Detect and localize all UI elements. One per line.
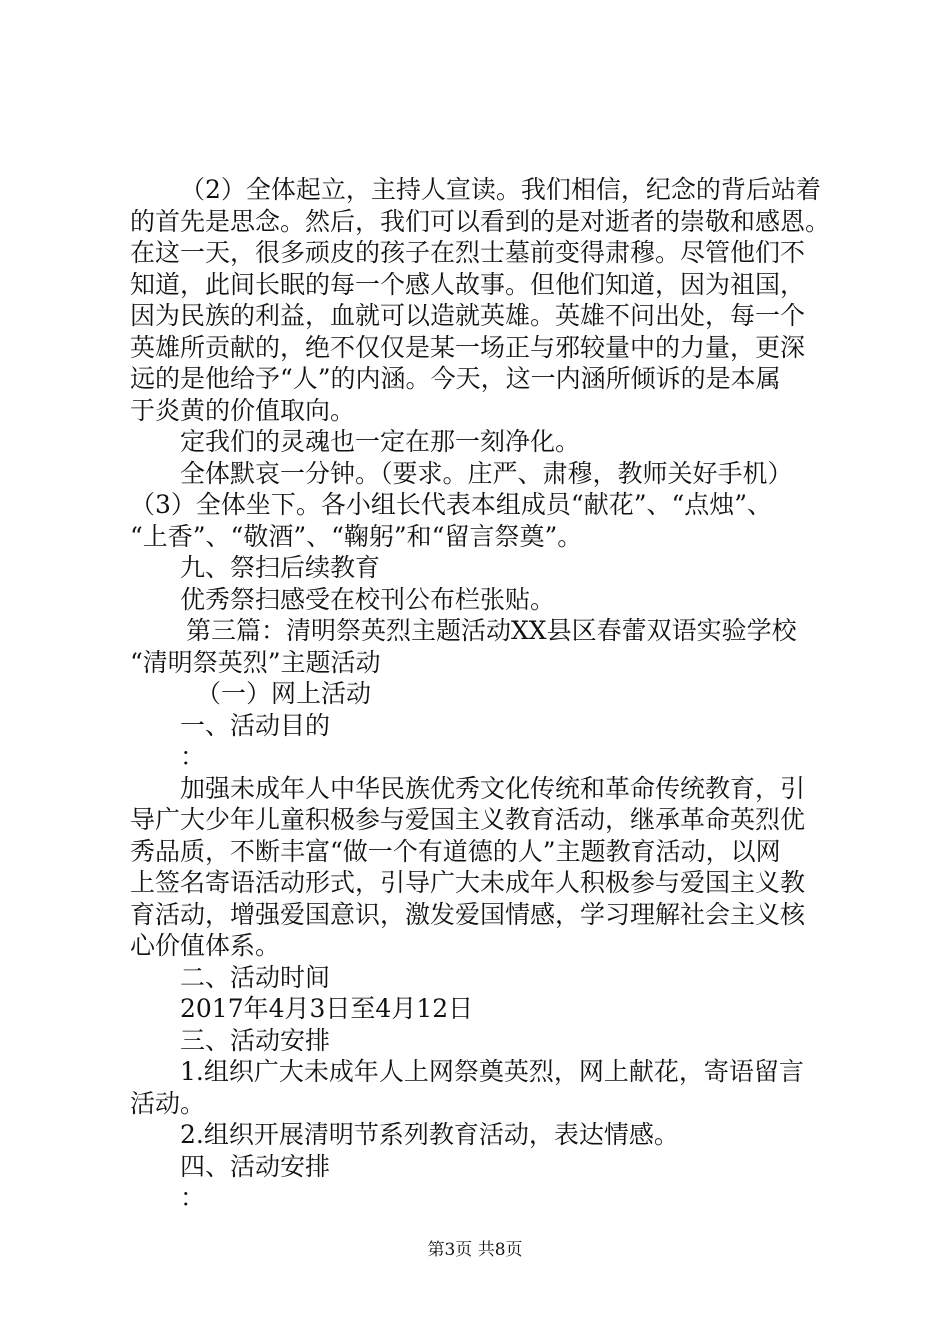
- paragraph-line: 定我们的灵魂也一定在那一刻净化。: [180, 427, 581, 456]
- paragraph-line: 2017年4月3日至4月12日: [180, 994, 474, 1023]
- paragraph-line: （2）全体起立，主持人宣读。我们相信，纪念的背后站着: [180, 175, 821, 204]
- paragraph-line: 2.组织开展清明节系列教育活动，表达情感。: [180, 1120, 679, 1149]
- paragraph-line: 活动。: [130, 1088, 206, 1118]
- paragraph-line: 因为民族的利益，血就可以造就英雄。英雄不问出处，每一个: [130, 301, 806, 330]
- section-heading: 九、祭扫后续教育: [180, 553, 381, 582]
- paragraph-line: 远的是他给予“人”的内涵。今天，这一内涵所倾诉的是本属: [130, 364, 781, 393]
- paragraph-line: 育活动，增强爱国意识，激发爱国情感，学习理解社会主义核: [130, 899, 806, 929]
- section-heading: 一、活动目的: [180, 710, 331, 740]
- paragraph-line: 加强未成年人中华民族优秀文化传统和革命传统教育，引: [180, 773, 806, 803]
- paragraph-line: 英雄所贡献的，绝不仅仅是某一场正与邪较量中的力量，更深: [130, 332, 806, 362]
- chapter-heading: “清明祭英烈”主题活动: [130, 647, 381, 677]
- paragraph-line: （3）全体坐下。各小组长代表本组成员“献花”、“点烛”、: [130, 490, 773, 519]
- paragraph-line: ：: [180, 742, 206, 771]
- paragraph-line: 在这一天，很多顽皮的孩子在烈士墓前变得肃穆。尽管他们不: [130, 238, 806, 267]
- paragraph-line: 心价值体系。: [130, 931, 281, 960]
- paragraph-line: 1.组织广大未成年人上网祭奠英烈，网上献花，寄语留言: [180, 1057, 804, 1086]
- paragraph-line: 于炎黄的价值取向。: [130, 395, 356, 425]
- chapter-heading: 第三篇：清明祭英烈主题活动XX县区春蕾双语实验学校: [186, 616, 797, 645]
- paragraph-line: 的首先是思念。然后，我们可以看到的是对逝者的崇敬和感恩。: [130, 206, 830, 236]
- subsection-heading: （一）网上活动: [196, 679, 372, 708]
- section-heading: 三、活动安排: [180, 1025, 331, 1055]
- document-body: [130, 174, 830, 1214]
- section-heading: 四、活动安排: [180, 1151, 331, 1181]
- paragraph-line: 全体默哀一分钟。（要求。庄严、肃穆，教师关好手机）: [180, 458, 793, 488]
- paragraph-line: “上香”、“敬酒”、“鞠躬”和“留言祭奠”。: [130, 521, 583, 551]
- paragraph-line: 秀品质，不断丰富“做一个有道德的人”主题教育活动，以网: [130, 836, 781, 866]
- paragraph-line: ：: [180, 1183, 206, 1212]
- paragraph-line: 上签名寄语活动形式，引导广大未成年人积极参与爱国主义教: [130, 868, 806, 897]
- section-heading: 二、活动时间: [180, 962, 331, 992]
- paragraph-line: 优秀祭扫感受在校刊公布栏张贴。: [180, 584, 556, 614]
- paragraph-line: 知道，此间长眠的每一个感人故事。但他们知道，因为祖国，: [130, 269, 806, 299]
- paragraph-line: 导广大少年儿童积极参与爱国主义教育活动，继承革命英烈优: [130, 805, 806, 834]
- page-footer: 第3页 共8页: [427, 1240, 523, 1260]
